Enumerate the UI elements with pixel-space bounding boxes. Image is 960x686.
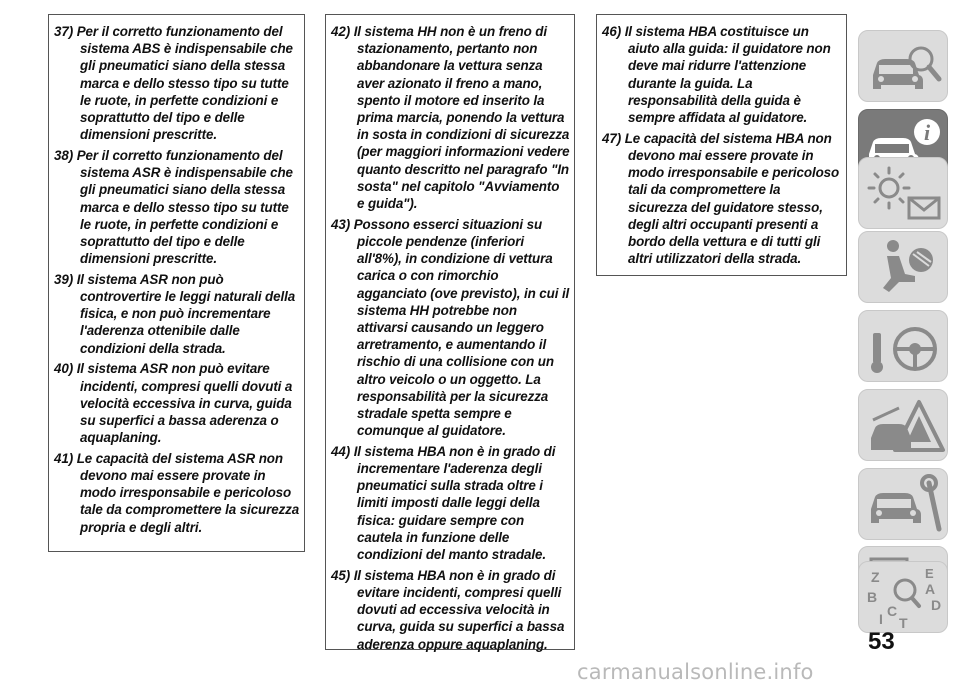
note-text: Il sistema HBA non è in grado di evitare incidenti, compresi quelli dovuti ad eccessiva velocità in curva, guida su superfici a bassa aderenza oppure aquaplaning.	[353, 567, 565, 652]
watermark: carmanualsonline.info	[577, 660, 814, 684]
note-text: Il sistema HH non è un freno di stazionamento, pertanto non abbandonare la vettura senza aver azionato il freno a mano, spento il motore ed inserito la prima marcia, ponendo la vettura in sosta in condizioni di sicurezza (per maggiori informazioni vedere quanto descritto nel paragrafo "In sosta" nel capitolo "Avviamento e guida").	[353, 24, 570, 212]
chapter-tab-6[interactable]	[858, 389, 948, 461]
note-text: Le capacità del sistema ASR non devono mai essere provate in modo irresponsabile e pericoloso tale da compromettere la sicurezza propria e degli altri.	[76, 450, 300, 535]
note-number: 37)	[54, 24, 74, 39]
note-number: 41)	[54, 450, 74, 466]
note-43	[331, 216, 570, 440]
note-45	[331, 567, 570, 653]
note-40	[54, 360, 300, 446]
note-47	[602, 130, 842, 268]
note-42	[331, 23, 570, 212]
note-text: Il sistema HBA costituisce un aiuto alla guida: il guidatore non deve mai ridurre l'attenzione durante la guida. La responsabilità della guida è sempre affidata al guidatore.	[624, 24, 831, 126]
note-number: 45)	[331, 567, 351, 583]
note-number: 43)	[331, 216, 351, 232]
index-letter: B	[867, 589, 878, 605]
warning-triangle-icon	[859, 390, 949, 462]
notes-column-1	[48, 14, 305, 552]
note-number: 46)	[602, 24, 622, 39]
note-number: 42)	[331, 24, 351, 39]
chapter-tab-7[interactable]	[858, 468, 948, 540]
index-letter: T	[899, 615, 908, 631]
warning-lights-icon	[859, 158, 949, 230]
index-letter: D	[931, 597, 942, 613]
note-39	[54, 271, 300, 357]
chapter-tab-5[interactable]	[858, 310, 948, 382]
note-number: 38)	[54, 147, 74, 163]
note-text: Il sistema HBA non è in grado di incrementare l'aderenza degli pneumatici sulla strada oltre i limiti imposti dalle leggi della fisica: guidare sempre con cautela in funzione delle condizioni del manto stradale.	[353, 443, 556, 563]
note-text: Il sistema ASR non può evitare incidenti, compresi quelli dovuti a velocità eccessiva in curva, guida su superfici a bassa aderenza o aquaplaning.	[76, 361, 293, 446]
note-text: Le capacità del sistema HBA non devono mai essere provate in modo irresponsabile e pericoloso tali da compromettere la sicurezza del guidatore stesso, degli altri occupanti presenti a bordo della vettura e di tutti gli altri utilizzatori della strada.	[624, 130, 840, 267]
car-wrench-icon	[859, 469, 949, 541]
steering-wheel-key-icon	[859, 311, 949, 383]
note-number: 39)	[54, 271, 74, 287]
note-text: Per il corretto funzionamento del sistema ABS è indispensabile che gli pneumatici siano della stessa marca e dello stesso tipo su tutte le ruote, in perfette condizioni e soprattutto del tipo e delle dimensioni prescritte.	[76, 24, 293, 143]
page-number: 53	[868, 628, 895, 655]
note-41	[54, 450, 300, 536]
index-letter: A	[925, 581, 936, 597]
note-46	[602, 23, 842, 126]
index-letter: E	[925, 566, 934, 581]
note-44	[331, 443, 570, 563]
car-magnifier-icon	[859, 31, 949, 103]
note-text: Possono esserci situazioni su piccole pendenze (inferiori all'8%), in condizione di vettura carica o con rimorchio agganciato (ove previsto), in cui il sistema HH potrebbe non attivarsi causando un leggero arretramento, e aumentando il rischio di una collisione con un altro veicolo o un oggetto. La responsabilità per la sicurezza stradale spetta sempre e comunque al guidatore.	[353, 216, 570, 439]
note-38	[54, 147, 300, 267]
note-37	[54, 23, 300, 143]
airbag-passenger-icon	[859, 232, 949, 304]
chapter-tab-3[interactable]	[858, 157, 948, 229]
index-letters-icon	[859, 562, 949, 634]
chapter-tab-9[interactable]	[858, 561, 948, 633]
note-text: Per il corretto funzionamento del sistema ASR è indispensabile che gli pneumatici siano della stessa marca e dello stesso tipo su tutte le ruote, in perfette condizioni e soprattutto del tipo e delle dimensioni prescritte.	[76, 147, 293, 267]
index-letter: Z	[871, 569, 880, 585]
note-number: 47)	[602, 130, 622, 146]
note-text: Il sistema ASR non può controvertire le leggi naturali della fisica, e non può incrementare l'aderenza ottenibile dalle condizioni della strada.	[76, 271, 296, 356]
index-letter: C	[887, 603, 898, 619]
notes-column-3	[596, 14, 847, 276]
note-number: 44)	[331, 443, 351, 459]
chapter-tab-4[interactable]	[858, 231, 948, 303]
note-number: 40)	[54, 361, 74, 377]
notes-column-2	[325, 14, 575, 650]
info-mark: i	[923, 120, 931, 145]
chapter-tab-1[interactable]	[858, 30, 948, 102]
index-letter: I	[879, 611, 883, 627]
